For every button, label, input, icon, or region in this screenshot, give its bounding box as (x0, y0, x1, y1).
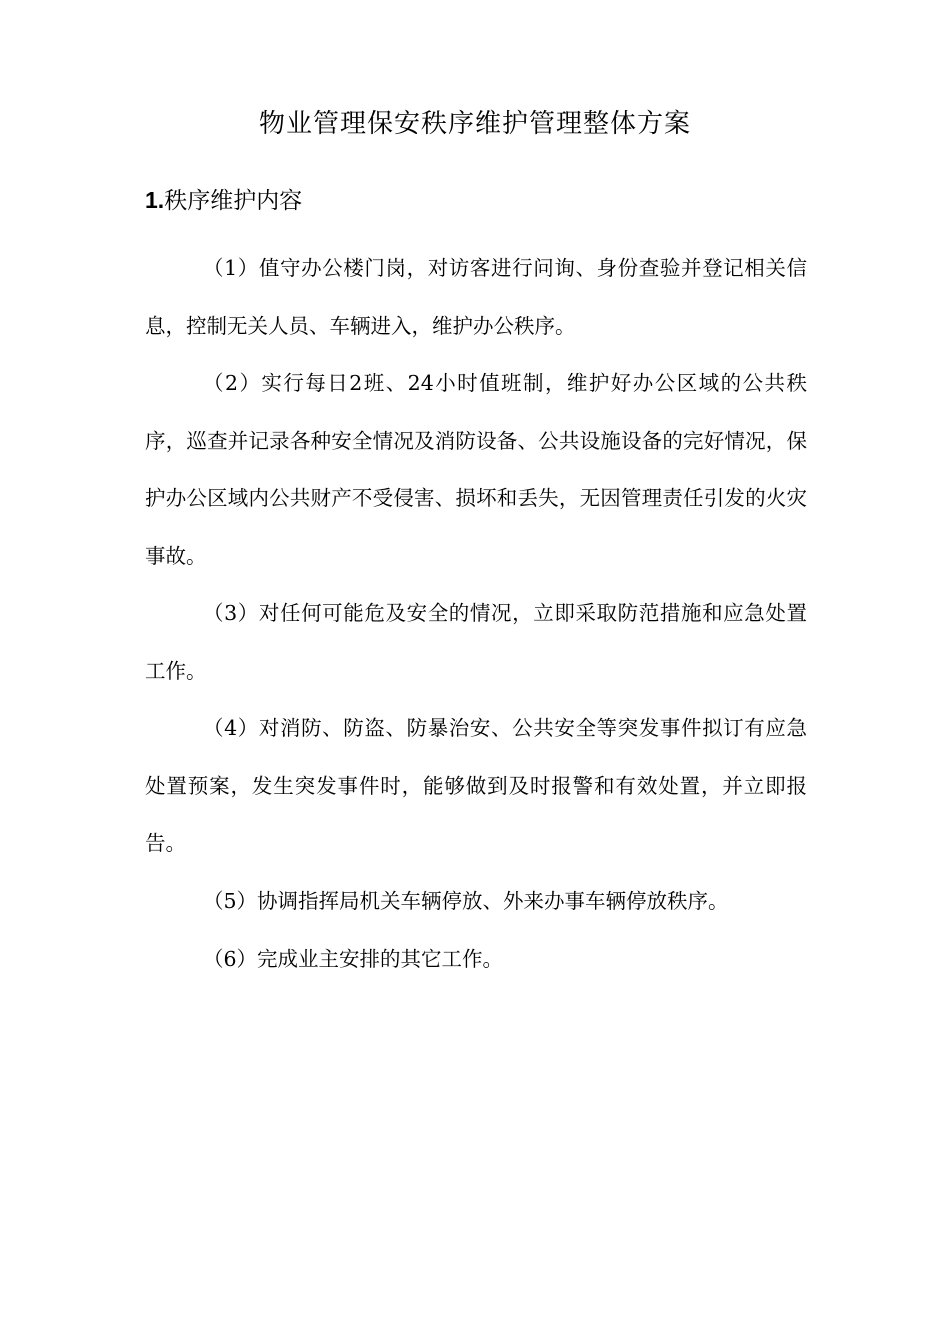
section-heading (145, 182, 302, 219)
paragraph-2: （2）实行每日2班、24小时值班制，维护好办公区域的公共秩序，巡查并记录各种安全情况及消防设备、公共设施设备的完好情况，保护办公区域内公共财产不受侵害、损坏和丢失，无因管理责任引发的火灾事故。 (145, 371, 807, 568)
document-title: 物业管理保安秩序维护管理整体方案 (258, 109, 691, 139)
section-heading-text: 秩序维护内容 (164, 188, 303, 214)
section-number: 1. (145, 187, 165, 213)
paragraph-3: （3）对任何可能危及安全的情况，立即采取防范措施和应急处置工作。 (145, 601, 807, 683)
paragraph-1: （1）值守办公楼门岗，对访客进行问询、身份查验并登记相关信息，控制无关人员、车辆进入，维护办公秩序。 (145, 256, 807, 338)
paragraph-4: （4）对消防、防盗、防暴治安、公共安全等突发事件拟订有应急处置预案，发生突发事件时，能够做到及时报警和有效处置，并立即报告。 (145, 716, 807, 855)
paragraph-6: （6）完成业主安排的其它工作。 (203, 947, 504, 971)
paragraph-5: （5）协调指挥局机关车辆停放、外来办事车辆停放秩序。 (203, 889, 729, 913)
